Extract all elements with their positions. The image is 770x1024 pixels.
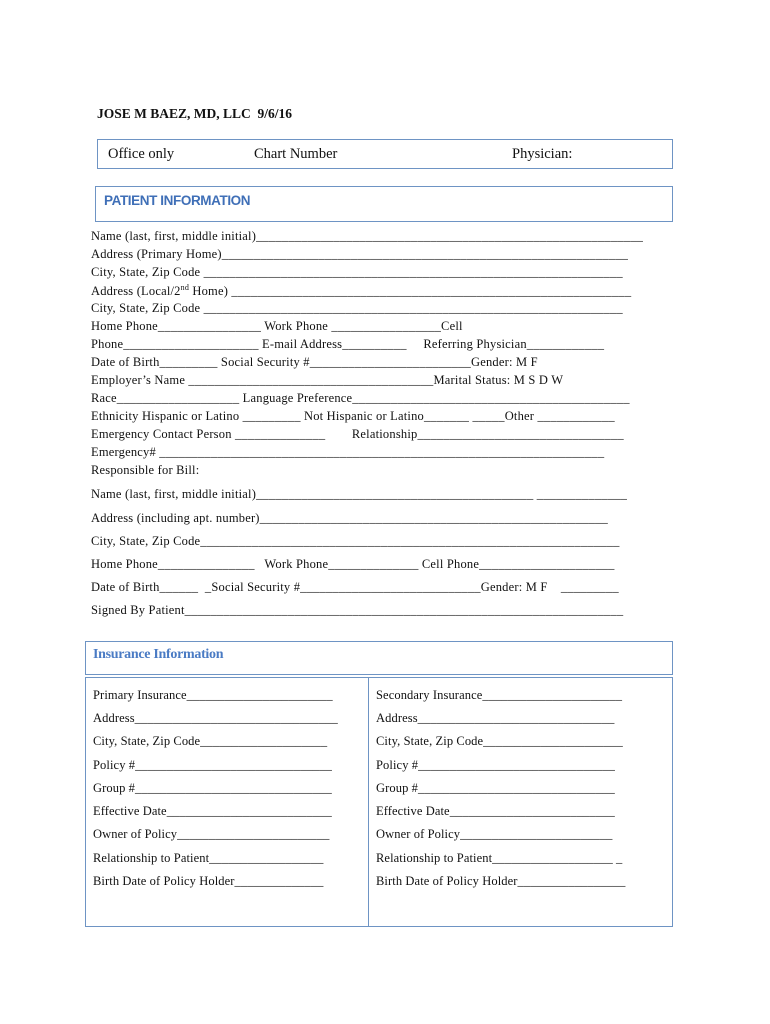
emergency-number-field[interactable]: Emergency# _____________________________________________________________________ <box>91 445 605 459</box>
phone-fields[interactable]: Home Phone________________ Work Phone _________________Cell <box>91 319 463 333</box>
secondary-owner-field[interactable]: Owner of Policy________________________ <box>376 827 613 841</box>
responsible-phone-fields[interactable]: Home Phone_______________ Work Phone______________ Cell Phone_____________________ <box>91 557 615 571</box>
dob-ssn-gender-fields[interactable]: Date of Birth_________ Social Security #_________________________Gender: M F <box>91 355 538 369</box>
physician-field[interactable]: Physician: <box>512 146 573 162</box>
secondary-city-field[interactable]: City, State, Zip Code______________________ <box>376 734 623 748</box>
secondary-policy-field[interactable]: Policy #_______________________________ <box>376 758 615 772</box>
city-state-zip-field[interactable]: City, State, Zip Code _________________________________________________________________ <box>91 265 623 279</box>
responsible-city-field[interactable]: City, State, Zip Code_________________________________________________________________ <box>91 534 620 548</box>
signature-field[interactable]: Signed By Patient____________________________________________________________________ <box>91 603 624 617</box>
office-use-box <box>97 139 673 169</box>
ethnicity-fields[interactable]: Ethnicity Hispanic or Latino _________ Not Hispanic or Latino_______ _____Other ____________ <box>91 409 615 423</box>
section-title: PATIENT INFORMATION <box>104 193 251 208</box>
secondary-birth-date-field[interactable]: Birth Date of Policy Holder_________________ <box>376 874 626 888</box>
section-title: Insurance Information <box>93 647 224 662</box>
local-address-field[interactable]: Address (Local/2nd Home) ______________________________________________________________ <box>91 283 632 299</box>
primary-address-field[interactable]: Address (Primary Home)_______________________________________________________________ <box>91 247 629 261</box>
primary-group-field[interactable]: Group #_______________________________ <box>93 781 332 795</box>
responsible-name-field[interactable]: Name (last, first, middle initial)___________________________________________ ______________ <box>91 487 628 501</box>
name-field[interactable]: Name (last, first, middle initial)____________________________________________________________ <box>91 229 644 243</box>
secondary-effective-date-field[interactable]: Effective Date__________________________ <box>376 804 615 818</box>
employer-marital-fields[interactable]: Employer’s Name ______________________________________Marital Status: M S D W <box>91 373 564 387</box>
office-only-label: Office only <box>108 146 175 162</box>
secondary-group-field[interactable]: Group #_______________________________ <box>376 781 615 795</box>
phone-email-physician-fields[interactable]: Phone_____________________ E-mail Address__________ Referring Physician____________ <box>91 337 605 351</box>
primary-birth-date-field[interactable]: Birth Date of Policy Holder______________ <box>93 874 324 888</box>
secondary-insurance-field[interactable]: Secondary Insurance______________________ <box>376 688 623 702</box>
patient-information-header <box>95 186 673 222</box>
insurance-header <box>85 641 673 675</box>
race-language-fields[interactable]: Race___________________ Language Preference___________________________________________ <box>91 391 630 405</box>
primary-owner-field[interactable]: Owner of Policy________________________ <box>93 827 330 841</box>
secondary-address-field[interactable]: Address_______________________________ <box>376 711 615 725</box>
primary-address-field[interactable]: Address________________________________ <box>93 711 338 725</box>
primary-effective-date-field[interactable]: Effective Date__________________________ <box>93 804 332 818</box>
page-title: JOSE M BAEZ, MD, LLC 9/6/16 <box>97 106 293 121</box>
responsible-dob-ssn-fields[interactable]: Date of Birth______ _Social Security #____________________________Gender: M F _________ <box>91 580 619 594</box>
primary-policy-field[interactable]: Policy #_______________________________ <box>93 758 332 772</box>
primary-relationship-field[interactable]: Relationship to Patient__________________ <box>93 851 324 865</box>
responsible-for-bill-label: Responsible for Bill: <box>91 463 200 477</box>
secondary-relationship-field[interactable]: Relationship to Patient___________________ _ <box>376 851 623 865</box>
chart-number-field[interactable]: Chart Number <box>254 146 338 162</box>
primary-insurance-field[interactable]: Primary Insurance_______________________ <box>93 688 333 702</box>
primary-city-field[interactable]: City, State, Zip Code____________________ <box>93 734 328 748</box>
emergency-contact-fields[interactable]: Emergency Contact Person ______________ Relationship________________________________ <box>91 427 624 441</box>
city-state-zip-field-2[interactable]: City, State, Zip Code _________________________________________________________________ <box>91 301 623 315</box>
responsible-address-field[interactable]: Address (including apt. number)______________________________________________________ <box>91 511 608 525</box>
